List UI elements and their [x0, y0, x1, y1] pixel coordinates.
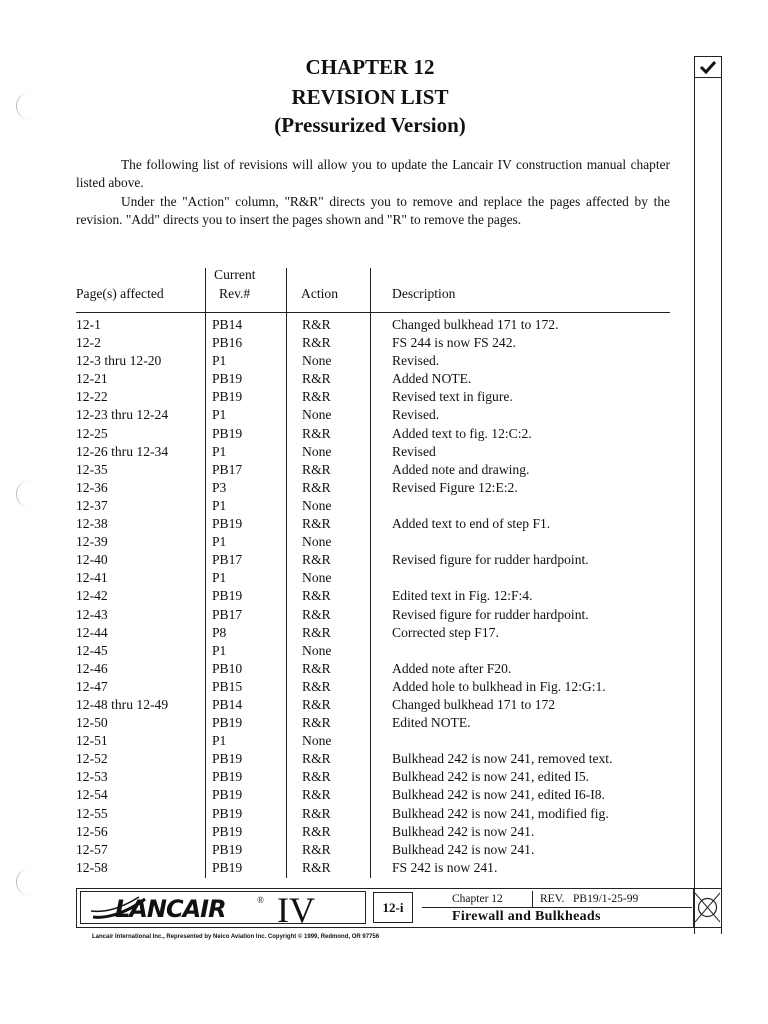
table-row: [76, 624, 676, 642]
row-action: R&R: [302, 805, 331, 821]
table-row: [76, 786, 676, 804]
row-description: Added hole to bulkhead in Fig. 12:G:1.: [392, 678, 606, 694]
table-row: [76, 533, 676, 551]
col-header-rev-top: Current: [214, 267, 256, 282]
revision-table-body: [76, 316, 676, 877]
row-action: R&R: [302, 715, 331, 731]
table-row: [76, 370, 676, 388]
table-row: [76, 461, 676, 479]
row-page: 12-25: [76, 425, 108, 441]
row-revision: PB17: [212, 552, 243, 568]
row-revision: PB19: [212, 787, 243, 803]
punch-hole-mark: [16, 480, 31, 508]
row-page: 12-52: [76, 751, 108, 767]
row-page: 12-23 thru 12-24: [76, 407, 169, 423]
table-row: [76, 551, 676, 569]
table-row: [76, 732, 676, 750]
row-page: 12-1: [76, 317, 101, 332]
col-header-page: Page(s) affected: [76, 286, 164, 301]
row-description: Added text to fig. 12:C:2.: [392, 425, 532, 441]
registered-mark: ®: [257, 895, 264, 905]
row-page: 12-56: [76, 823, 108, 839]
row-action: R&R: [302, 552, 331, 568]
footer-corner-box: [694, 888, 722, 928]
table-row: [76, 515, 676, 533]
table-row: [76, 479, 676, 497]
row-action: R&R: [302, 841, 331, 857]
row-page: 12-40: [76, 552, 108, 568]
row-action: R&R: [302, 371, 331, 387]
row-revision: P1: [212, 570, 227, 586]
table-row: [76, 750, 676, 768]
row-action: R&R: [302, 389, 331, 405]
intro-paragraph-1: [76, 156, 670, 193]
row-page: 12-36: [76, 479, 108, 495]
checkmark-icon: [699, 60, 717, 74]
row-page: 12-55: [76, 805, 108, 821]
row-action: None: [302, 570, 332, 586]
row-description: Revised figure for rudder hardpoint.: [392, 552, 589, 568]
table-row: [76, 823, 676, 841]
row-action: R&R: [302, 516, 331, 532]
row-revision: PB19: [212, 751, 243, 767]
logo-wordmark: LANCAIR: [115, 895, 226, 923]
revision-checkbox: [694, 56, 722, 78]
footer-revision: REV. PB19/1-25-99: [540, 893, 639, 905]
table-row: [76, 859, 676, 877]
row-description: Revised.: [392, 407, 440, 423]
row-action: R&R: [302, 335, 331, 351]
row-page: 12-38: [76, 516, 108, 532]
row-revision: PB19: [212, 425, 243, 441]
row-revision: P1: [212, 642, 227, 658]
row-revision: P1: [212, 353, 227, 369]
row-revision: PB10: [212, 660, 243, 676]
row-revision: PB15: [212, 678, 243, 694]
row-revision: PB14: [212, 317, 243, 332]
row-description: Bulkhead 242 is now 241, edited I5.: [392, 769, 590, 785]
row-description: Changed bulkhead 171 to 172.: [392, 317, 559, 332]
table-row: [76, 642, 676, 660]
row-action: R&R: [302, 769, 331, 785]
row-page: 12-50: [76, 715, 108, 731]
punch-hole-mark: [16, 868, 31, 896]
row-action: R&R: [302, 859, 331, 875]
row-description: Revised: [392, 443, 436, 459]
row-description: Bulkhead 242 is now 241.: [392, 841, 535, 857]
row-page: 12-58: [76, 859, 108, 875]
table-row: [76, 587, 676, 605]
row-revision: P1: [212, 407, 227, 423]
row-page: 12-48 thru 12-49: [76, 696, 169, 712]
row-revision: PB19: [212, 588, 243, 604]
row-action: R&R: [302, 606, 331, 622]
table-row: [76, 714, 676, 732]
row-revision: PB19: [212, 389, 243, 405]
footer-info-top: [422, 891, 692, 908]
chapter-heading: CHAPTER 12: [305, 55, 435, 79]
row-description: Bulkhead 242 is now 241, edited I6-I8.: [392, 787, 605, 803]
row-revision: PB16: [212, 335, 243, 351]
table-row: [76, 696, 676, 714]
table-row: [76, 768, 676, 786]
row-revision: PB17: [212, 461, 243, 477]
col-header-rev-bottom: Rev.#: [219, 286, 251, 301]
row-revision: P1: [212, 443, 227, 459]
row-page: 12-22: [76, 389, 108, 405]
row-action: R&R: [302, 461, 331, 477]
row-description: Revised figure for rudder hardpoint.: [392, 606, 589, 622]
row-revision: PB14: [212, 696, 243, 712]
row-page: 12-21: [76, 371, 108, 387]
row-action: R&R: [302, 787, 331, 803]
row-page: 12-2: [76, 335, 101, 351]
logo-model: IV: [277, 890, 315, 930]
footer-section-title: Firewall and Bulkheads: [452, 909, 601, 924]
row-action: R&R: [302, 317, 331, 332]
row-page: 12-35: [76, 461, 108, 477]
row-page: 12-44: [76, 624, 108, 640]
row-revision: P3: [212, 479, 227, 495]
row-action: None: [302, 353, 332, 369]
header-rule: [76, 312, 670, 313]
row-page: 12-53: [76, 769, 108, 785]
table-row: [76, 841, 676, 859]
page-footer: [76, 888, 694, 928]
row-revision: P8: [212, 624, 227, 640]
row-revision: PB19: [212, 823, 243, 839]
table-row: [76, 805, 676, 823]
row-description: Added text to end of step F1.: [392, 516, 551, 532]
row-action: R&R: [302, 479, 331, 495]
row-page: 12-42: [76, 588, 108, 604]
row-action: R&R: [302, 823, 331, 839]
row-page: 12-43: [76, 606, 108, 622]
row-page: 12-3 thru 12-20: [76, 353, 162, 369]
row-description: Edited NOTE.: [392, 715, 471, 731]
footer-chapter: Chapter 12: [452, 893, 503, 905]
table-row: [76, 406, 676, 424]
row-page: 12-57: [76, 841, 108, 857]
row-description: Added note after F20.: [392, 660, 512, 676]
row-revision: PB19: [212, 805, 243, 821]
copyright-line: Lancair International Inc., Represented by Neico Aviation Inc. Copyright © 1999, Redmond, OR 97756: [92, 934, 380, 940]
table-row: [76, 316, 676, 334]
col-header-action: Action: [301, 286, 338, 301]
revision-bar: [694, 56, 722, 934]
row-page: 12-26 thru 12-34: [76, 443, 169, 459]
table-row: [76, 606, 676, 624]
row-description: Corrected step F17.: [392, 624, 499, 640]
row-action: None: [302, 497, 332, 513]
row-revision: P1: [212, 534, 227, 550]
row-page: 12-41: [76, 570, 108, 586]
row-action: None: [302, 534, 332, 550]
row-action: None: [302, 733, 332, 749]
row-page: 12-46: [76, 660, 108, 676]
row-action: R&R: [302, 696, 331, 712]
row-description: FS 244 is now FS 242.: [392, 335, 516, 351]
row-description: Bulkhead 242 is now 241, modified fig.: [392, 805, 609, 821]
row-description: Changed bulkhead 171 to 172: [392, 696, 556, 712]
row-description: Added note and drawing.: [392, 461, 530, 477]
intro-text-2: Under the "Action" column, "R&R" directs you to remove and replace the pages affected by the revision. "Add" directs you to insert the pages shown and "R" to remove the pages.: [76, 194, 670, 228]
version-heading: (Pressurized Version): [274, 113, 466, 137]
row-action: R&R: [302, 660, 331, 676]
row-page: 12-37: [76, 497, 108, 513]
table-row: [76, 352, 676, 370]
table-row: [76, 334, 676, 352]
row-description: FS 242 is now 241.: [392, 859, 498, 875]
lancair-logo: [80, 890, 366, 930]
row-revision: P1: [212, 497, 227, 513]
row-description: Edited text in Fig. 12:F:4.: [392, 588, 533, 604]
intro-paragraph-2: [76, 193, 670, 230]
table-row: [76, 443, 676, 461]
row-page: 12-39: [76, 534, 108, 550]
revision-list-heading: REVISION LIST: [291, 85, 449, 109]
row-action: R&R: [302, 751, 331, 767]
row-page: 12-51: [76, 733, 108, 749]
row-action: None: [302, 407, 332, 423]
footer-divider: [532, 891, 533, 907]
row-revision: P1: [212, 733, 227, 749]
page-number: 12-i: [373, 892, 413, 923]
row-description: Revised.: [392, 353, 440, 369]
row-action: None: [302, 642, 332, 658]
row-page: 12-47: [76, 678, 108, 694]
row-description: Bulkhead 242 is now 241.: [392, 823, 535, 839]
row-revision: PB19: [212, 859, 243, 875]
row-page: 12-54: [76, 787, 108, 803]
row-description: Bulkhead 242 is now 241, removed text.: [392, 751, 613, 767]
row-action: R&R: [302, 425, 331, 441]
table-row: [76, 425, 676, 443]
row-action: R&R: [302, 678, 331, 694]
row-revision: PB19: [212, 715, 243, 731]
table-row: [76, 388, 676, 406]
row-description: Added NOTE.: [392, 371, 472, 387]
row-description: Revised Figure 12:E:2.: [392, 479, 518, 495]
table-row: [76, 497, 676, 515]
row-action: R&R: [302, 624, 331, 640]
row-page: 12-45: [76, 642, 108, 658]
row-revision: PB19: [212, 841, 243, 857]
table-row: [76, 678, 676, 696]
row-description: Revised text in figure.: [392, 389, 513, 405]
crossed-circle-icon: [695, 889, 720, 926]
row-revision: PB17: [212, 606, 243, 622]
table-row: [76, 569, 676, 587]
row-action: R&R: [302, 588, 331, 604]
row-action: None: [302, 443, 332, 459]
col-header-description: Description: [392, 286, 456, 301]
intro-text-1: The following list of revisions will allow you to update the Lancair IV construction manual chapter listed above.: [76, 157, 670, 191]
table-row: [76, 660, 676, 678]
footer-info: [422, 891, 692, 925]
row-revision: PB19: [212, 769, 243, 785]
row-revision: PB19: [212, 516, 243, 532]
row-revision: PB19: [212, 371, 243, 387]
